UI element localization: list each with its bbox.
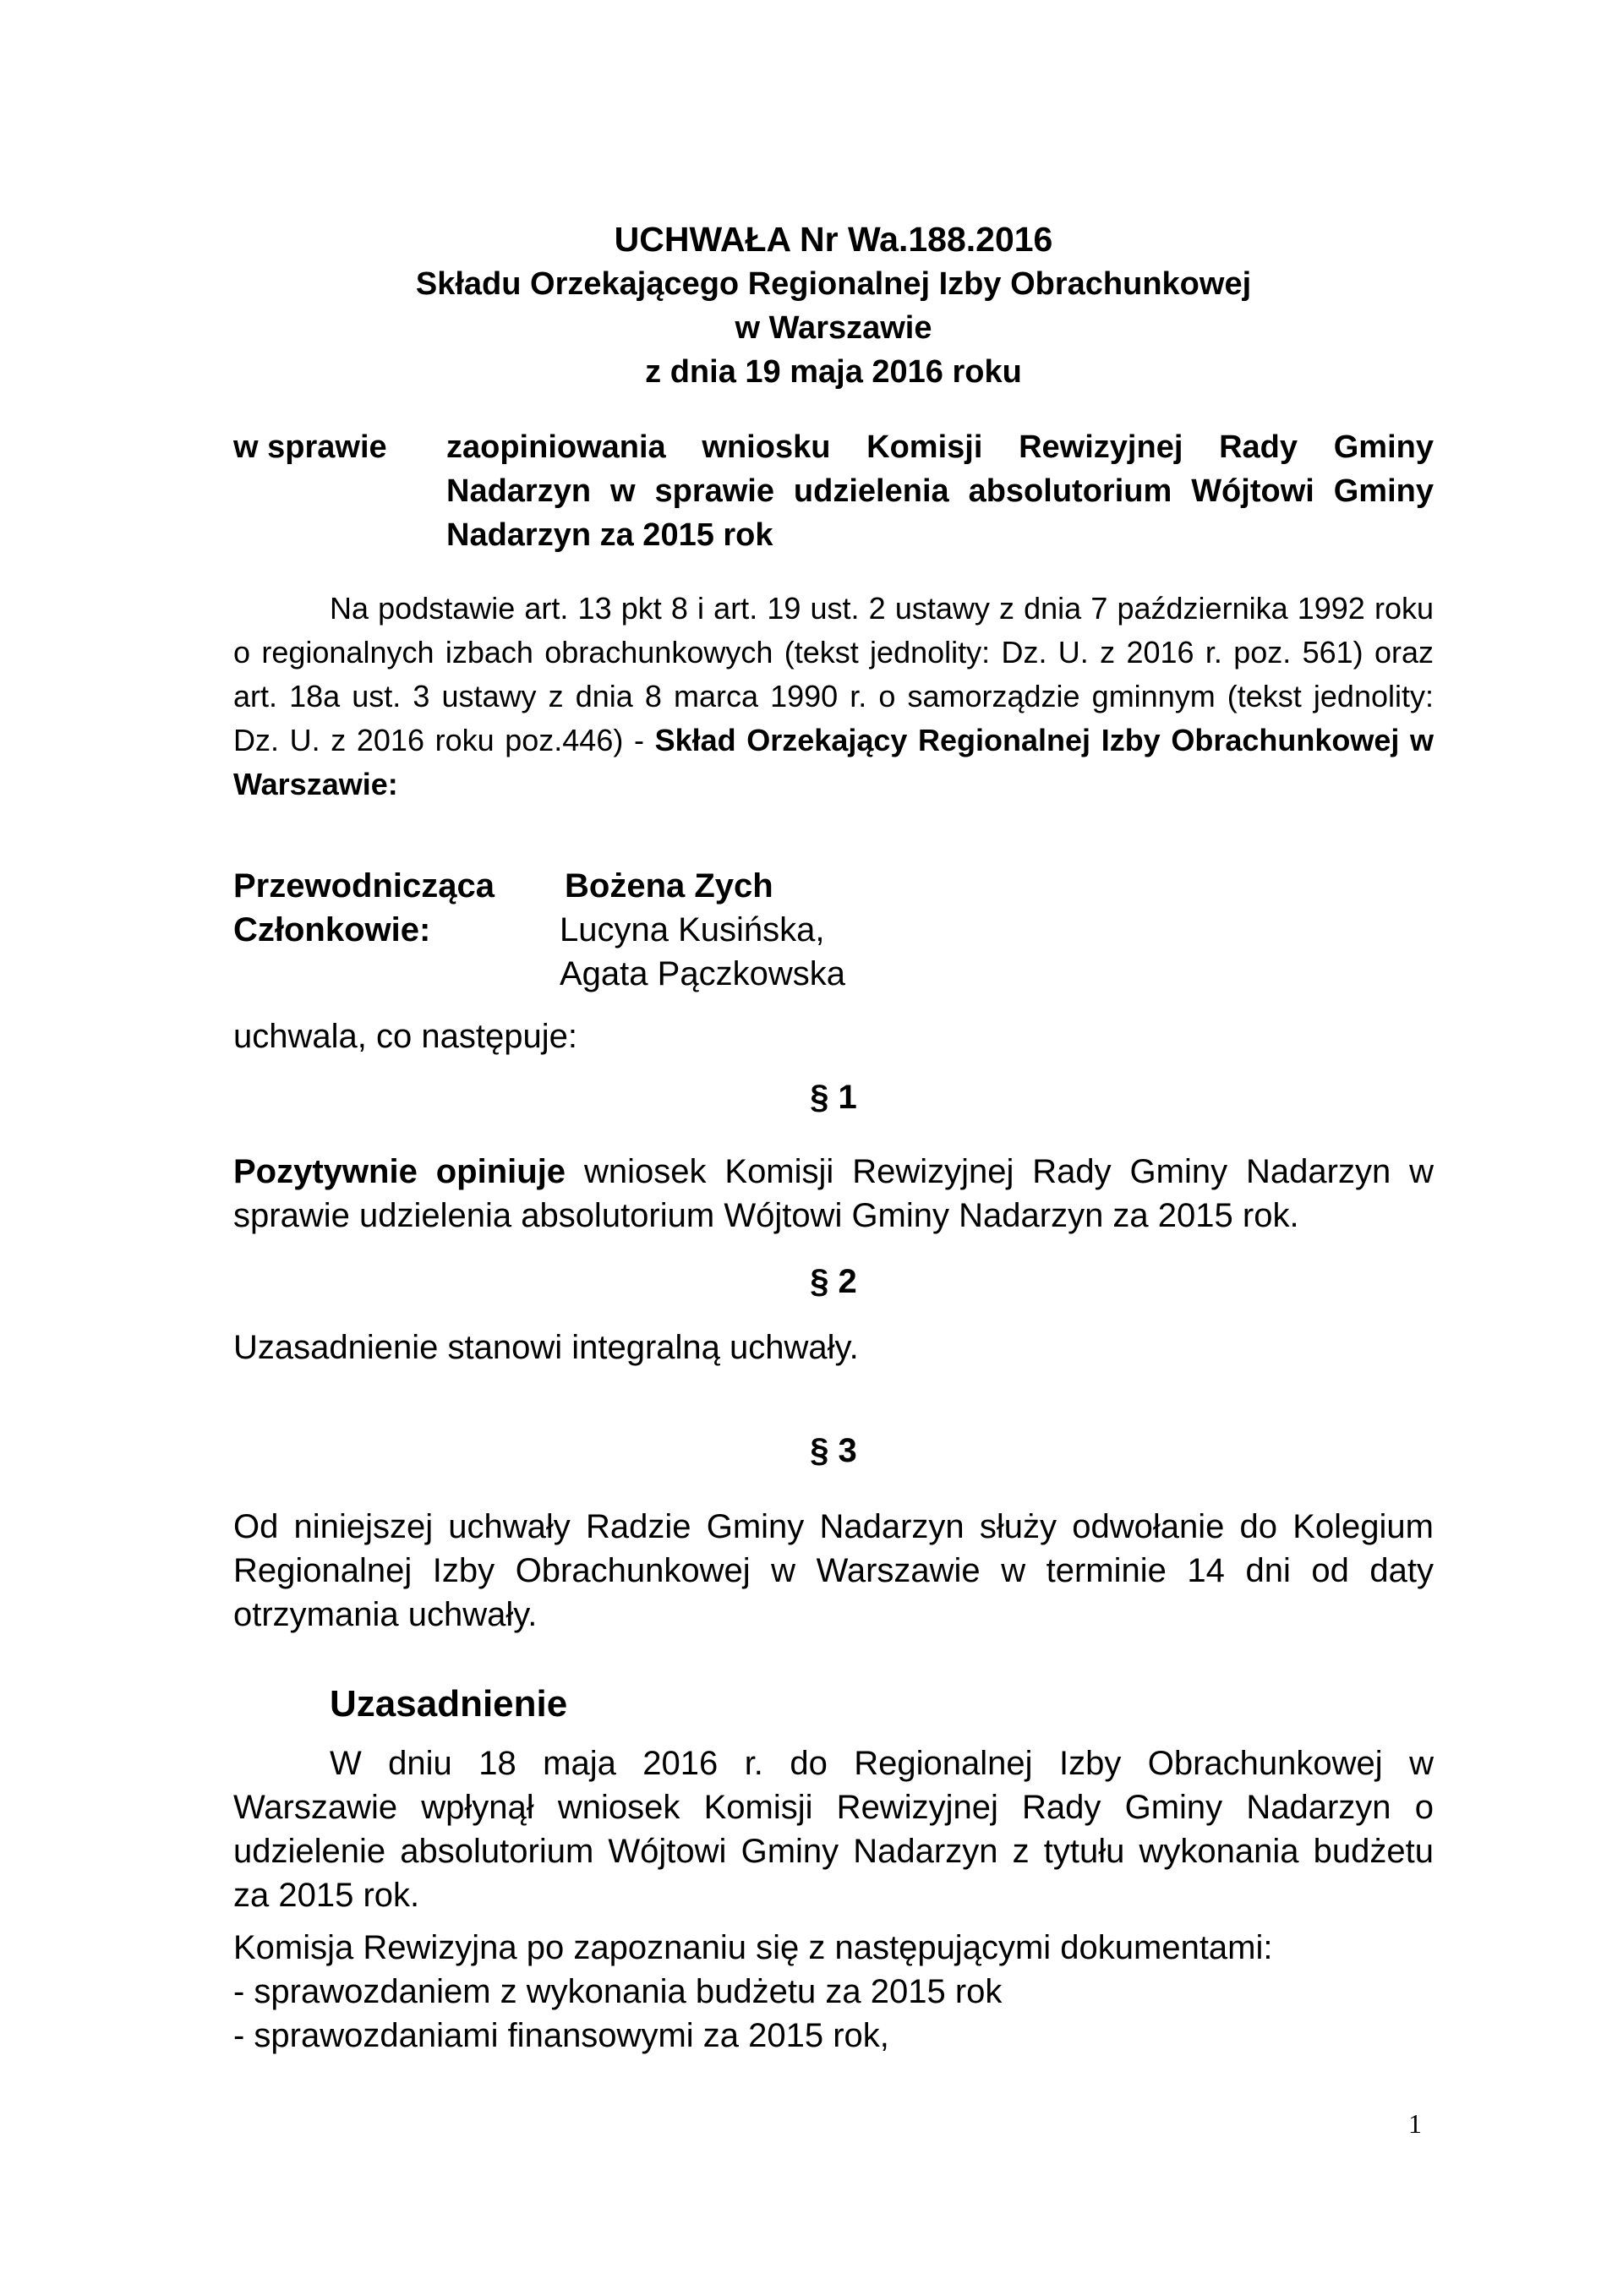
chair-row — [233, 864, 1079, 908]
members-row — [233, 908, 1079, 952]
resolves-clause: uchwala, co następuje: — [233, 1018, 577, 1055]
member-name: Agata Pączkowska — [560, 955, 845, 992]
document-list-item: - sprawozdaniami finansowymi za 2015 rok, — [233, 2017, 889, 2054]
issuing-body: Składu Orzekającego Regionalnej Izby Obrachunkowej — [415, 266, 1252, 302]
chair-name: Bożena Zych — [565, 867, 773, 905]
members-row — [233, 952, 1079, 996]
members-label: Członkowie: — [233, 911, 431, 948]
subject-body — [446, 425, 1434, 557]
legal-basis-text: Na podstawie art. 13 pkt 8 i art. 19 ust. 2 ustawy z dnia 7 października 1992 roku o regionalnych izbach obrachunkowych (tekst jednolity: Dz. U. z 2016 r. poz. 561) oraz art. 18a ust. 3 ustawy z dnia 8 marca 1990 r. o samorządzie gminnym (tekst jednolity: Dz. U. z 2016 roku poz.446) - — [233, 591, 1434, 757]
resolution-date: z dnia 19 maja 2016 roku — [645, 354, 1022, 390]
justification-heading: Uzasadnienie — [330, 1683, 568, 1725]
resolution-subject — [233, 425, 1434, 557]
document-list-item: - sprawozdaniem z wykonania budżetu za 2015 rok — [233, 1973, 1003, 2010]
justification-intro: Komisja Rewizyjna po zapoznaniu się z następującymi dokumentami: — [233, 1929, 1273, 1966]
section-3-text: Od niniejszej uchwały Radzie Gminy Nadarzyn służy odwołanie do Kolegium Regionalnej Izby Obrachunkowej w Warszawie w terminie 14 dni od daty otrzymania uchwały. — [233, 1508, 1434, 1633]
resolution-title: UCHWAŁA Nr Wa.188.2016 — [614, 220, 1053, 259]
subject-continuation: Nadarzyn w sprawie udzielenia absolutorium Wójtowi Gminy Nadarzyn za 2015 rok — [446, 473, 1434, 553]
section-1-text — [233, 1150, 1434, 1238]
issuing-city: w Warszawie — [735, 310, 932, 346]
page-number: 1 — [1408, 2108, 1422, 2139]
legal-basis — [233, 587, 1434, 806]
subject-prefix: w sprawie — [233, 429, 387, 465]
subject-first-line: zaopiniowania wniosku Komisji Rewizyjnej Rady Gminy — [446, 429, 1434, 465]
chair-label: Przewodnicząca — [233, 867, 495, 905]
section-2-text: Uzasadnienie stanowi integralną uchwały. — [233, 1329, 859, 1366]
section-mark-1: § 1 — [810, 1079, 857, 1116]
legal-basis-body: Skład Orzekający Regionalnej Izby Obrachunkowej w Warszawie: — [233, 723, 1434, 801]
member-name: Lucyna Kusińska, — [560, 911, 825, 948]
section-1-rest: wniosek Komisji Rewizyjnej Rady Gminy Nadarzyn w sprawie udzielenia absolutorium Wójtowi Gminy Nadarzyn za 2015 rok. — [233, 1153, 1434, 1234]
section-1-bold: Pozytywnie opiniuje — [233, 1153, 566, 1190]
section-mark-3: § 3 — [810, 1432, 857, 1469]
section-mark-2: § 2 — [810, 1263, 857, 1300]
panel-composition — [233, 864, 1079, 996]
justification-paragraph: W dniu 18 maja 2016 r. do Regionalnej Izby Obrachunkowej w Warszawie wpłynął wniosek Komisji Rewizyjnej Rady Gminy Nadarzyn o udzielenie absolutorium Wójtowi Gminy Nadarzyn z tytułu wykonania budżetu za 2015 rok. — [233, 1745, 1434, 1914]
